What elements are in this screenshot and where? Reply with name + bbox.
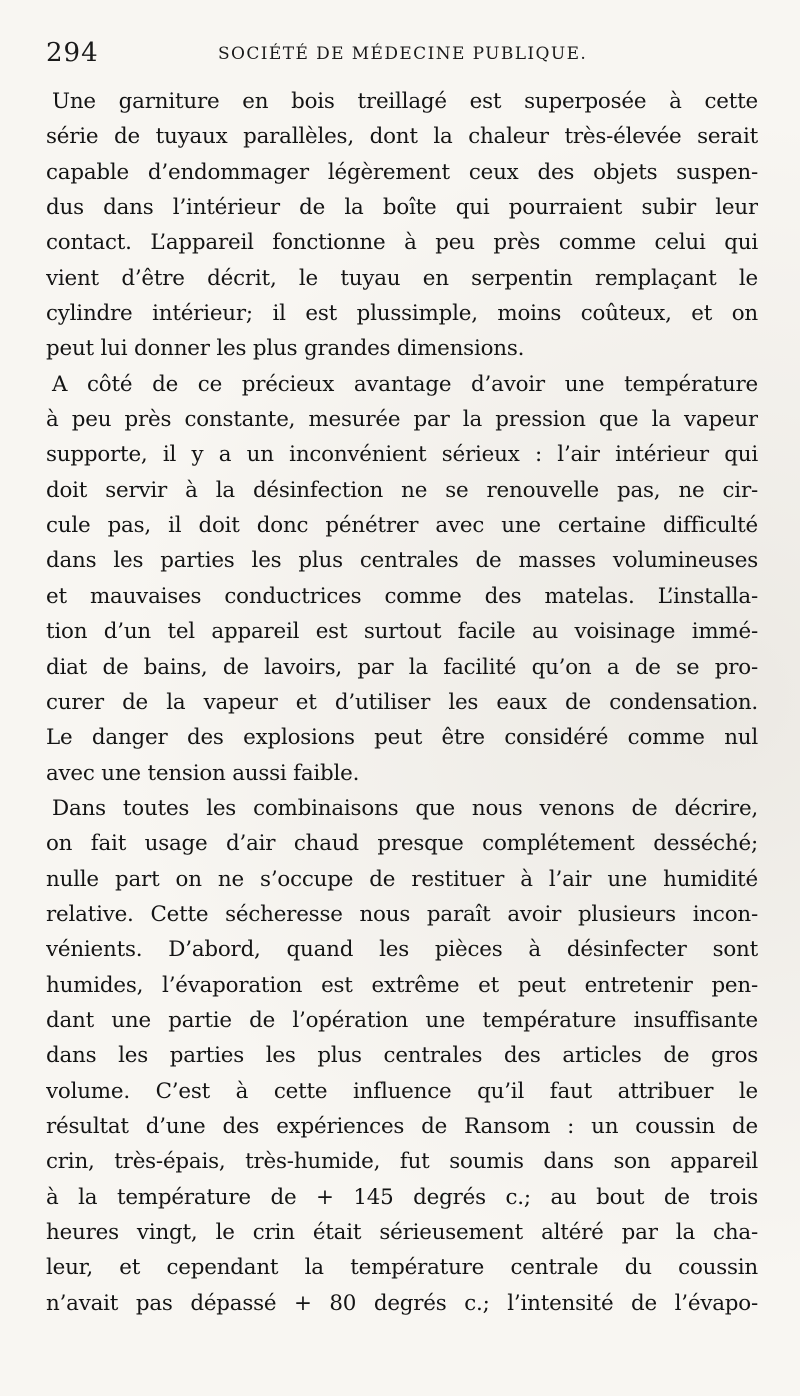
text-line: n’avait pas dépassé + 80 degrés c.; l’intensité de l’évapo- bbox=[46, 1290, 758, 1316]
text-line: et mauvaises conductrices comme des matelas. L’installa- bbox=[46, 583, 758, 609]
text-line: dus dans l’intérieur de la boîte qui pourraient subir leur bbox=[46, 195, 758, 221]
page-number: 294 bbox=[46, 38, 99, 68]
text-line: heures vingt, le crin était sérieusement altéré par la cha- bbox=[46, 1220, 758, 1245]
text-line: cylindre intérieur; il est plussimple, moins coûteux, et on bbox=[46, 301, 758, 327]
text-line: contact. L’appareil fonctionne à peu près comme celui qui bbox=[46, 230, 758, 256]
text-line: résultat d’une des expériences de Ransom : un coussin de bbox=[46, 1113, 758, 1139]
text-line: relative. Cette sécheresse nous paraît avoir plusieurs incon- bbox=[46, 901, 758, 927]
text-line: peut lui donner les plus grandes dimensions. bbox=[46, 336, 525, 362]
page-header bbox=[40, 38, 780, 78]
text-line: capable d’endommager légèrement ceux des objets suspen- bbox=[46, 159, 758, 185]
text-line: avec une tension aussi faible. bbox=[46, 760, 360, 786]
text-line: vient d’être décrit, le tuyau en serpentin remplaçant le bbox=[46, 265, 758, 291]
text-line: Le danger des explosions peut être considéré comme nul bbox=[46, 725, 758, 751]
text-line: cule pas, il doit donc pénétrer avec une certaine difficulté bbox=[46, 513, 758, 539]
text-line: à la température de + 145 degrés c.; au bout de trois bbox=[46, 1184, 758, 1210]
text-line: leur, et cependant la température centrale du coussin bbox=[46, 1255, 758, 1281]
text-line: Dans toutes les combinaisons que nous venons de décrire, bbox=[52, 795, 758, 821]
running-head: SOCIÉTÉ DE MÉDECINE PUBLIQUE. bbox=[218, 44, 588, 64]
text-line: Une garniture en bois treillagé est superposée à cette bbox=[52, 89, 758, 114]
text-line: nulle part on ne s’occupe de restituer à l’air une humidité bbox=[46, 866, 758, 892]
text-line: doit servir à la désinfection ne se renouvelle pas, ne cir- bbox=[46, 477, 758, 503]
text-line: vénients. D’abord, quand les pièces à désinfecter sont bbox=[46, 937, 758, 963]
text-line: curer de la vapeur et d’utiliser les eaux de condensation. bbox=[46, 689, 758, 715]
text-line: A côté de ce précieux avantage d’avoir une température bbox=[52, 371, 758, 397]
text-line: dans les parties les plus centrales des articles de gros bbox=[46, 1043, 758, 1069]
text-line: tion d’un tel appareil est surtout facile au voisinage immé- bbox=[46, 619, 758, 645]
text-line: crin, très-épais, très-humide, fut soumis dans son appareil bbox=[46, 1149, 758, 1175]
text-line: on fait usage d’air chaud presque complétement desséché; bbox=[46, 831, 758, 857]
text-line: volume. C’est à cette influence qu’il faut attribuer le bbox=[46, 1078, 758, 1104]
text-line: diat de bains, de lavoirs, par la facilité qu’on a de se pro- bbox=[46, 654, 758, 680]
text-line: à peu près constante, mesurée par la pression que la vapeur bbox=[46, 407, 758, 433]
text-line: humides, l’évaporation est extrême et peut entretenir pen- bbox=[46, 972, 758, 998]
text-line: série de tuyaux parallèles, dont la chaleur très-élevée serait bbox=[46, 124, 758, 150]
text-line: supporte, il y a un inconvénient sérieux : l’air intérieur qui bbox=[46, 442, 758, 468]
body-text bbox=[46, 84, 758, 1321]
text-line: dans les parties les plus centrales de masses volumineuses bbox=[46, 548, 758, 574]
text-line: dant une partie de l’opération une température insuffisante bbox=[46, 1007, 758, 1033]
